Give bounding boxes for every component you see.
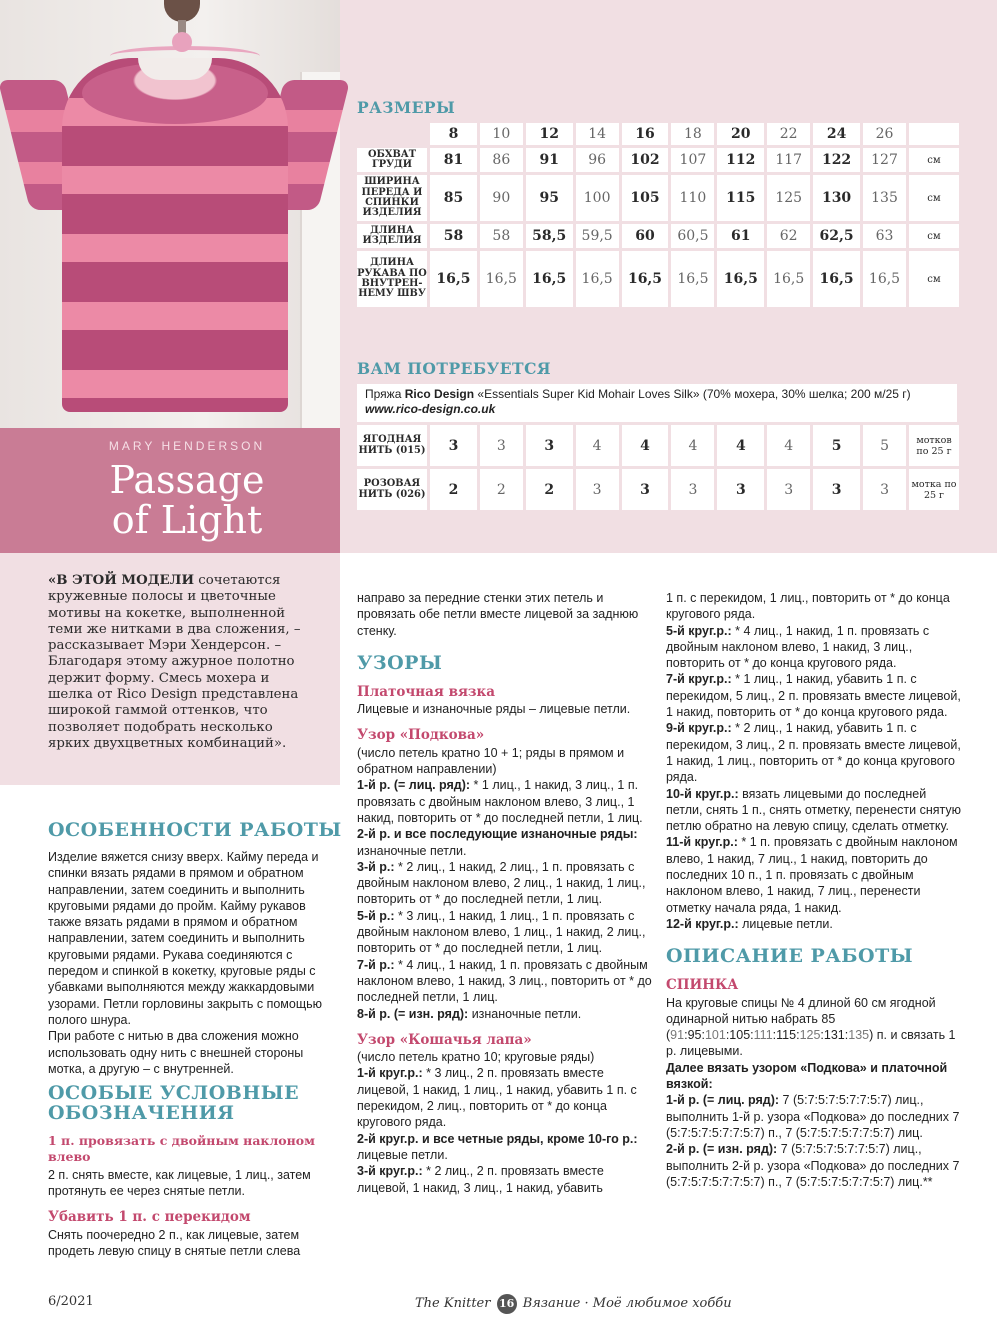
pattern-3-row-2: 2-й круг.р. и все четные ряды, кроме 10-го р.: лицевые петли. <box>357 1131 638 1162</box>
intro-body: сочетаются кружевные полосы и цветочные мотивы на кокетке, выполненной теми же нитками в два сложения, – рассказывает Мэри Хендерсон. – Благодаря этому ажурное полотно держит форму. Смесь мохера и шелка от Rico Design представлена широкой гаммой оттенков, что позволяет подобрать несколько ярких двухцветных комбинаций». <box>48 573 301 751</box>
magazine-tagline: Вязание · Моё любимое хобби <box>522 1296 732 1311</box>
intro-lead: «В ЭТОЙ МОДЕЛИ <box>48 573 195 588</box>
sizes-cell: 85 <box>430 175 477 221</box>
yarn-prefix: Пряжа <box>365 387 405 401</box>
sizes-cell: 16,5 <box>526 251 573 307</box>
sizes-corner <box>357 123 427 145</box>
sizes-header-row <box>357 123 959 145</box>
yarn-brand: Rico Design <box>404 387 475 401</box>
sizes-cell: 16,5 <box>863 251 906 307</box>
sizes-cell: 16,5 <box>622 251 669 307</box>
sizes-cell: 58 <box>430 224 477 248</box>
yarn-row-label: РОЗОВАЯ НИТЬ (026) <box>357 469 427 510</box>
pattern-3-title: Узор «Кошачья лапа» <box>357 1031 532 1048</box>
sweater-neck <box>138 58 212 80</box>
pattern-3-row-11: 11-й круг.р.: * 1 п. провязать с двойным наклоном влево, 1 накид, 7 лиц., 1 накид, повторить до последних 10 п., 1 п. провязать с двойным наклоном влево, 1 накид, 7 лиц., перенести отметку начала ряда, 1 накид. <box>666 835 958 915</box>
sizes-cell: 60 <box>622 224 669 248</box>
sizes-cell: 60,5 <box>671 224 714 248</box>
yarn-cell: 2 <box>480 469 523 510</box>
pattern-3-row-3: 3-й круг.р.: * 2 лиц., 2 п. провязать вместе лицевой, 1 накид, 3 лиц., 1 накид, убавить <box>357 1164 604 1195</box>
sizes-row-label: ШИРИНА ПЕРЕДА И СПИНКИ ИЗДЕЛИЯ <box>357 175 427 221</box>
sizes-row <box>357 251 959 307</box>
sizes-heading: РАЗМЕРЫ <box>357 98 456 117</box>
yarn-cell: 2 <box>526 469 573 510</box>
features-heading: ОСОБЕННОСТИ РАБОТЫ <box>48 819 342 841</box>
pattern-2-row-1: 1-й р. (= лиц. ряд): * 1 лиц., 1 накид, 3 лиц., 1 п. провязать с двойным наклоном влево, 3 лиц., 1 накид, повторить от * до последней петли, 1 лиц. <box>357 778 643 825</box>
yarn-cell: 4 <box>717 425 764 466</box>
pattern-1-text: Лицевые и изнаночные ряды – лицевые петли. <box>357 702 631 717</box>
features-text: Изделие вяжется снизу вверх. Кайму переда и спинки вязать рядами в прямом и обратном направлении, затем соединить и выполнить круговыми рядами до пройм. Кайму рукавов также вязать рядами в прямом и обратном направлении, затем соединить и выполнить круговыми рядами. Рукава соединяются с передом и спинкой в кокетку, круговые ряды с убавками выполняются между жаккардовыми узорами. Петли горловины закрыть с помощью полого шнура. <box>48 850 323 1027</box>
author-name: MARY HENDERSON <box>108 439 266 453</box>
unit-header <box>909 123 959 145</box>
materials-heading: ВАМ ПОТРЕБУЕТСЯ <box>357 359 552 378</box>
sizes-unit: см <box>909 251 959 307</box>
yarn-unit: мотка по 25 г <box>909 469 959 510</box>
intro-text <box>48 573 318 752</box>
sizes-row <box>357 224 959 248</box>
pattern-2-note: (число петель кратно 10 + 1; ряды в прямом и обратном направлении) <box>357 745 625 777</box>
sizes-cell: 59,5 <box>576 224 619 248</box>
yarn-cell: 4 <box>767 425 810 466</box>
intro-box <box>0 553 340 785</box>
sizes-cell: 100 <box>576 175 619 221</box>
yarn-cell: 5 <box>813 425 860 466</box>
sizes-cell: 58 <box>480 224 523 248</box>
patterns-heading: УЗОРЫ <box>357 651 443 674</box>
issue-number: 6/2021 <box>48 1294 94 1309</box>
pattern-1-title: Платочная вязка <box>357 683 496 700</box>
yarn-unit: мотков по 25 г <box>909 425 959 466</box>
sizes-cell: 112 <box>717 148 764 172</box>
sizes-cell: 16,5 <box>813 251 860 307</box>
yarn-cell: 3 <box>767 469 810 510</box>
yarn-cell: 3 <box>671 469 714 510</box>
col3-continuation: 1 п. с перекидом, 1 лиц., повторить от * до конца кругового ряда. <box>666 591 950 622</box>
sizes-unit: см <box>909 224 959 248</box>
sizes-cell: 110 <box>671 175 714 221</box>
size-header: 26 <box>863 123 906 145</box>
sizes-cell: 86 <box>480 148 523 172</box>
symbols-heading: ОСОБЫЕ УСЛОВНЫЕ ОБОЗНАЧЕНИЯ <box>48 1082 300 1125</box>
sizes-cell: 62,5 <box>813 224 860 248</box>
yarn-cell: 3 <box>813 469 860 510</box>
pattern-3-row-7: 7-й круг.р.: * 1 лиц., 1 накид, убавить 1 п. с перекидом, 5 лиц., 2 п. провязать вместе лицевой, 1 накид, повторить от * до конца кругового ряда. <box>666 672 961 720</box>
column-2 <box>357 590 657 1196</box>
door-knob <box>164 0 200 22</box>
yarn-row <box>357 469 959 510</box>
sizes-unit: см <box>909 175 959 221</box>
sizes-cell: 90 <box>480 175 523 221</box>
sizes-cell: 16,5 <box>717 251 764 307</box>
pattern-3-row-9: 9-й круг.р.: * 2 лиц., 1 накид, убавить 1 п. с перекидом, 3 лиц., 2 п. провязать вместе лицевой, 1 накид, 1 лиц., повторить от * до конца кругового ряда. <box>666 721 961 785</box>
yarn-cell: 4 <box>671 425 714 466</box>
pattern-2-row-5: 5-й р.: * 3 лиц., 1 накид, 1 лиц., 1 п. провязать с двойным наклоном влево, 1 лиц., 1 накид, 2 лиц., повторить от * до последней петли, 1 лиц. <box>357 908 646 956</box>
yarn-cell: 4 <box>622 425 669 466</box>
sizes-cell: 95 <box>526 175 573 221</box>
sizes-unit: см <box>909 148 959 172</box>
back-row-1: 1-й р. (= лиц. ряд): 7 (5:7:5:7:5:7:7:5:7) лиц., выполнить 1-й р. узора «Подкова» до последних 7 (5:7:5:7:5:7:7:5:7) п., 7 (5:7:5:7:5:7:7:5:7) лиц. <box>666 1093 960 1140</box>
pattern-2-row-2: 2-й р. и все последующие изнаночные ряды: изнаночные петли. <box>357 827 638 858</box>
yarn-row-label: ЯГОДНАЯ НИТЬ (015) <box>357 425 427 466</box>
sizes-cell: 62 <box>767 224 810 248</box>
yarn-table <box>354 422 962 513</box>
sizes-cell: 125 <box>767 175 810 221</box>
sizes-table <box>354 120 962 310</box>
symbol-2-title: Убавить 1 п. с перекидом <box>48 1209 251 1226</box>
yarn-cell: 3 <box>526 425 573 466</box>
sizes-row <box>357 148 959 172</box>
sizes-cell: 16,5 <box>767 251 810 307</box>
sizes-row-label: ОБХВАТ ГРУДИ <box>357 148 427 172</box>
yarn-url[interactable]: www.rico-design.co.uk <box>365 402 496 416</box>
sizes-cell: 96 <box>576 148 619 172</box>
yarn-cell: 3 <box>576 469 619 510</box>
yarn-row <box>357 425 959 466</box>
sizes-cell: 107 <box>671 148 714 172</box>
yarn-cell: 3 <box>430 425 477 466</box>
size-header: 20 <box>717 123 764 145</box>
pattern-2-row-8: 8-й р. (= изн. ряд): изнаночные петли. <box>357 1006 582 1021</box>
features-text-2: При работе с нитью в два сложения можно использовать одну нить с внешней стороны мотка, а другую – с внутренней. <box>48 1029 304 1076</box>
size-header: 22 <box>767 123 810 145</box>
yarn-cell: 5 <box>863 425 906 466</box>
yarn-cell: 3 <box>622 469 669 510</box>
sizes-cell: 127 <box>863 148 906 172</box>
symbol-1-text: 2 п. снять вместе, как лицевые, 1 лиц., затем протянуть ее через снятые петли. <box>48 1167 311 1199</box>
sizes-cell: 81 <box>430 148 477 172</box>
pattern-2-row-3: 3-й р.: * 2 лиц., 1 накид, 2 лиц., 1 п. провязать с двойным наклоном влево, 2 лиц., 1 накид, 1 лиц., повторить от * до последней петли, 1 лиц. <box>357 859 646 907</box>
sizes-cell: 16,5 <box>671 251 714 307</box>
yarn-cell: 3 <box>480 425 523 466</box>
sizes-cell: 130 <box>813 175 860 221</box>
sizes-cell: 16,5 <box>430 251 477 307</box>
sizes-row <box>357 175 959 221</box>
size-header: 8 <box>430 123 477 145</box>
size-header: 18 <box>671 123 714 145</box>
sizes-cell: 16,5 <box>480 251 523 307</box>
footer-credit <box>415 1294 732 1314</box>
sizes-cell: 122 <box>813 148 860 172</box>
sizes-cell: 117 <box>767 148 810 172</box>
col2-continuation: направо за передние стенки этих петель и провязать обе петли вместе лицевой за заднюю стенку. <box>357 591 639 638</box>
back-instruction: Далее вязать узором «Подкова» и платочной вязкой: <box>666 1060 948 1092</box>
description-heading: ОПИСАНИЕ РАБОТЫ <box>666 945 914 968</box>
pattern-3-row-10: 10-й круг.р.: вязать лицевыми до последней петли, снять 1 п., снять отметку, перенести снятую петлю обратно на левую спицу, сделать отметку. <box>666 786 961 834</box>
sizes-cell: 61 <box>717 224 764 248</box>
sweater-photo <box>0 0 340 428</box>
pattern-3-row-1: 1-й круг.р.: * 3 лиц., 2 п. провязать вместе лицевой, 1 накид, 1 лиц., 1 накид, убавить 1 п. с перекидом, 2 лиц., повторить от * до конца кругового ряда. <box>357 1066 637 1130</box>
size-header: 12 <box>526 123 573 145</box>
sizes-cell: 58,5 <box>526 224 573 248</box>
back-cast-on: На круговые спицы № 4 длиной 60 см ягодной одинарной нитью набрать 85 (91:95:101:105:111:115:125:131:135) п. и связать 1 р. лицевыми. <box>666 995 956 1059</box>
back-row-2: 2-й р. (= изн. ряд): 7 (5:7:5:7:5:7:7:5:7) лиц., выполнить 2-й р. узора «Подкова» до последних 7 (5:7:5:7:5:7:7:5:7) п., 7 (5:7:5:7:5:7:7:5:7) лиц.** <box>666 1142 960 1189</box>
yarn-desc: «Essentials Super Kid Mohair Loves Silk» (70% мохера, 30% шелка; 200 м/25 г) <box>474 387 911 401</box>
symbol-2-text: Снять поочередно 2 п., как лицевые, затем продеть левую спицу в снятые петли слева <box>48 1227 301 1258</box>
size-header: 16 <box>622 123 669 145</box>
sizes-cell: 16,5 <box>576 251 619 307</box>
title-line-1: Passage <box>109 458 265 502</box>
column-1 <box>48 820 342 1259</box>
sizes-cell: 135 <box>863 175 906 221</box>
pattern-2-title: Узор «Подкова» <box>357 727 485 744</box>
magazine-name: The Knitter <box>415 1296 491 1311</box>
hanger-bow <box>172 32 192 52</box>
page-number: 16 <box>497 1294 517 1314</box>
sizes-cell: 105 <box>622 175 669 221</box>
pattern-2-row-7: 7-й р.: * 4 лиц., 1 накид, 1 п. провязать с двойным наклоном влево, 1 накид, 3 лиц., повторить от * до последней петли, 1 лиц. <box>357 957 652 1005</box>
pattern-3-row-12: 12-й круг.р.: лицевые петли. <box>666 916 833 931</box>
yarn-cell: 4 <box>576 425 619 466</box>
article-title <box>0 460 374 540</box>
size-header: 14 <box>576 123 619 145</box>
yarn-cell: 3 <box>863 469 906 510</box>
size-header: 24 <box>813 123 860 145</box>
sizes-cell: 115 <box>717 175 764 221</box>
sizes-row-label: ДЛИНА РУКАВА ПО ВНУТРЕН-НЕМУ ШВУ <box>357 251 427 307</box>
yarn-cell: 3 <box>717 469 764 510</box>
back-title: СПИНКА <box>666 977 739 994</box>
title-line-2: of Light <box>111 498 263 542</box>
yarn-cell: 2 <box>430 469 477 510</box>
sizes-cell: 102 <box>622 148 669 172</box>
sizes-cell: 63 <box>863 224 906 248</box>
sizes-row-label: ДЛИНА ИЗДЕЛИЯ <box>357 224 427 248</box>
symbol-1-title: 1 п. провязать с двойным наклоном влево <box>48 1133 315 1165</box>
size-header: 10 <box>480 123 523 145</box>
pattern-3-row-5: 5-й круг.р.: * 4 лиц., 1 накид, 1 п. провязать с двойным наклоном влево, 1 накид, 3 лиц., повторить от * до конца кругового ряда. <box>666 623 930 671</box>
yarn-info <box>357 384 957 422</box>
sizes-cell: 91 <box>526 148 573 172</box>
pattern-3-note: (число петель кратно 10; круговые ряды) <box>357 1050 595 1065</box>
column-3 <box>666 590 966 1190</box>
